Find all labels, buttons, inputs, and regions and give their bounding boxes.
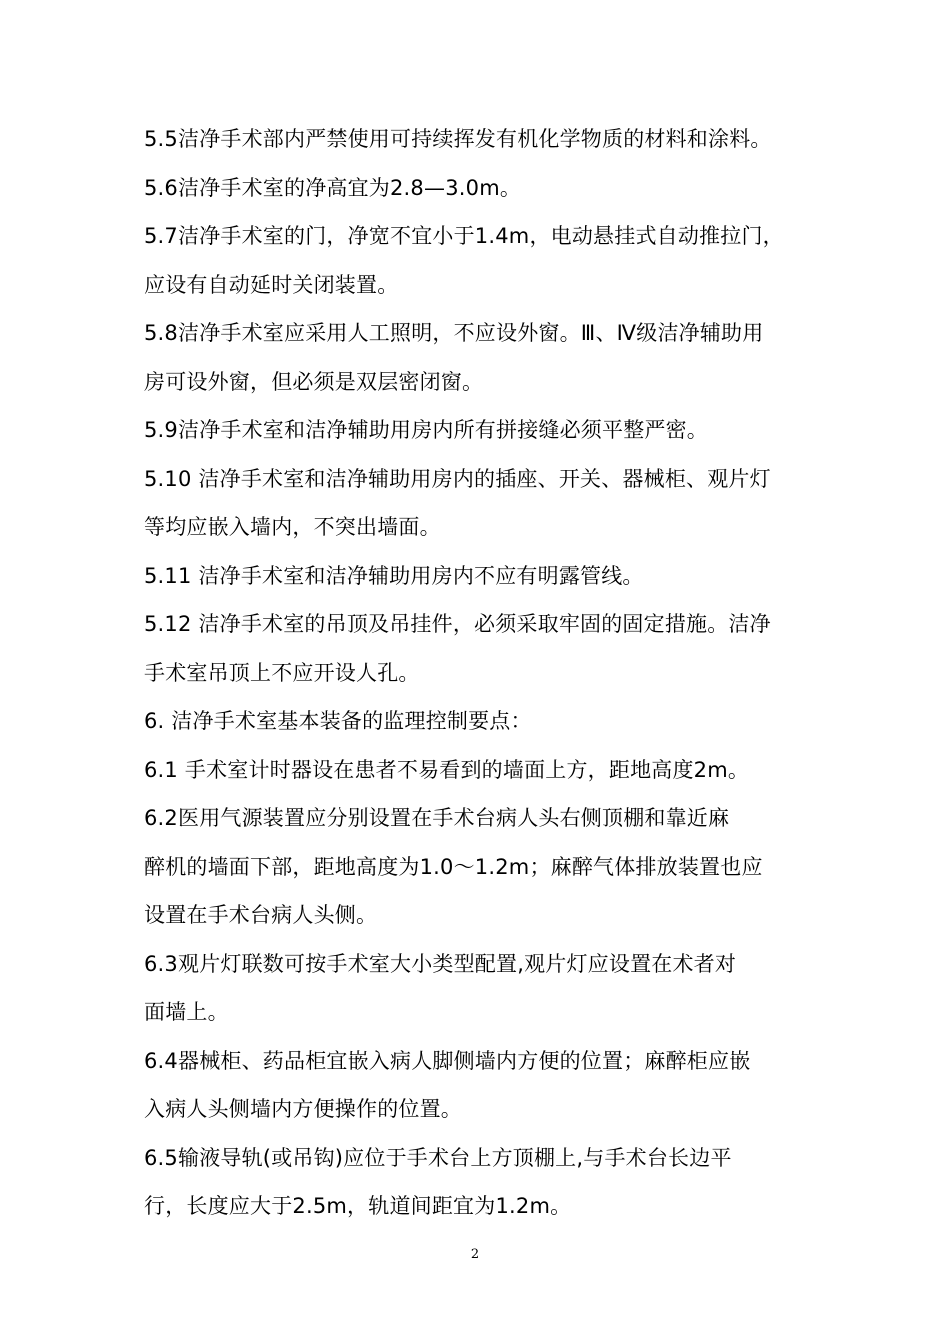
text-line: 5.5洁净手术部内严禁使用可持续挥发有机化学物质的材料和涂料。 bbox=[144, 127, 772, 151]
text-line: 行，长度应大于2.5m，轨道间距宜为1.2m。 bbox=[144, 1194, 572, 1218]
document-body bbox=[144, 115, 814, 1231]
text-line: 6.1 手术室计时器设在患者不易看到的墙面上方，距地高度2m。 bbox=[144, 757, 750, 782]
text-line: 5.9洁净手术室和洁净辅助用房内所有拼接缝必须平整严密。 bbox=[144, 418, 708, 442]
text-line: 手术室吊顶上不应开设人孔。 bbox=[144, 660, 420, 685]
text-line: 醉机的墙面下部，距地高度为1.0～1.2m；麻醉气体排放装置也应 bbox=[144, 854, 763, 879]
text-line: 面墙上。 bbox=[144, 1000, 229, 1024]
text-line: 5.6洁净手术室的净高宜为2.8—3.0m。 bbox=[144, 175, 522, 200]
text-line: 5.10 洁净手术室和洁净辅助用房内的插座、开关、器械柜、观片灯 bbox=[144, 466, 771, 491]
text-line: 6.4器械柜、药品柜宜嵌入病人脚侧墙内方便的位置；麻醉柜应嵌 bbox=[144, 1048, 751, 1073]
section-heading: 6. 洁净手术室基本装备的监理控制要点： bbox=[144, 709, 532, 733]
text-line: 房可设外窗，但必须是双层密闭窗。 bbox=[144, 369, 484, 394]
text-line: 5.12 洁净手术室的吊顶及吊挂件，必须采取牢固的固定措施。洁净 bbox=[144, 612, 771, 636]
text-line: 5.11 洁净手术室和洁净辅助用房内不应有明露管线。 bbox=[144, 563, 644, 588]
text-line: 应设有自动延时关闭装置。 bbox=[144, 272, 399, 297]
text-line: 等均应嵌入墙内，不突出墙面。 bbox=[144, 515, 441, 539]
text-line: 6.3观片灯联数可按手术室大小类型配置,观片灯应设置在术者对 bbox=[144, 951, 737, 976]
text-line: 入病人头侧墙内方便操作的位置。 bbox=[144, 1097, 462, 1121]
text-line: 6.5输液导轨(或吊钩)应位于手术台上方顶棚上,与手术台长边平 bbox=[144, 1145, 732, 1170]
page-number: 2 bbox=[470, 1247, 480, 1262]
text-line: 6.2医用气源装置应分别设置在手术台病人头右侧顶棚和靠近麻 bbox=[144, 806, 730, 830]
text-line: 设置在手术台病人头侧。 bbox=[144, 903, 378, 927]
text-line: 5.7洁净手术室的门，净宽不宜小于1.4m，电动悬挂式自动推拉门， bbox=[144, 224, 784, 248]
text-line: 5.8洁净手术室应采用人工照明，不应设外窗。Ⅲ、Ⅳ级洁净辅助用 bbox=[144, 321, 764, 345]
